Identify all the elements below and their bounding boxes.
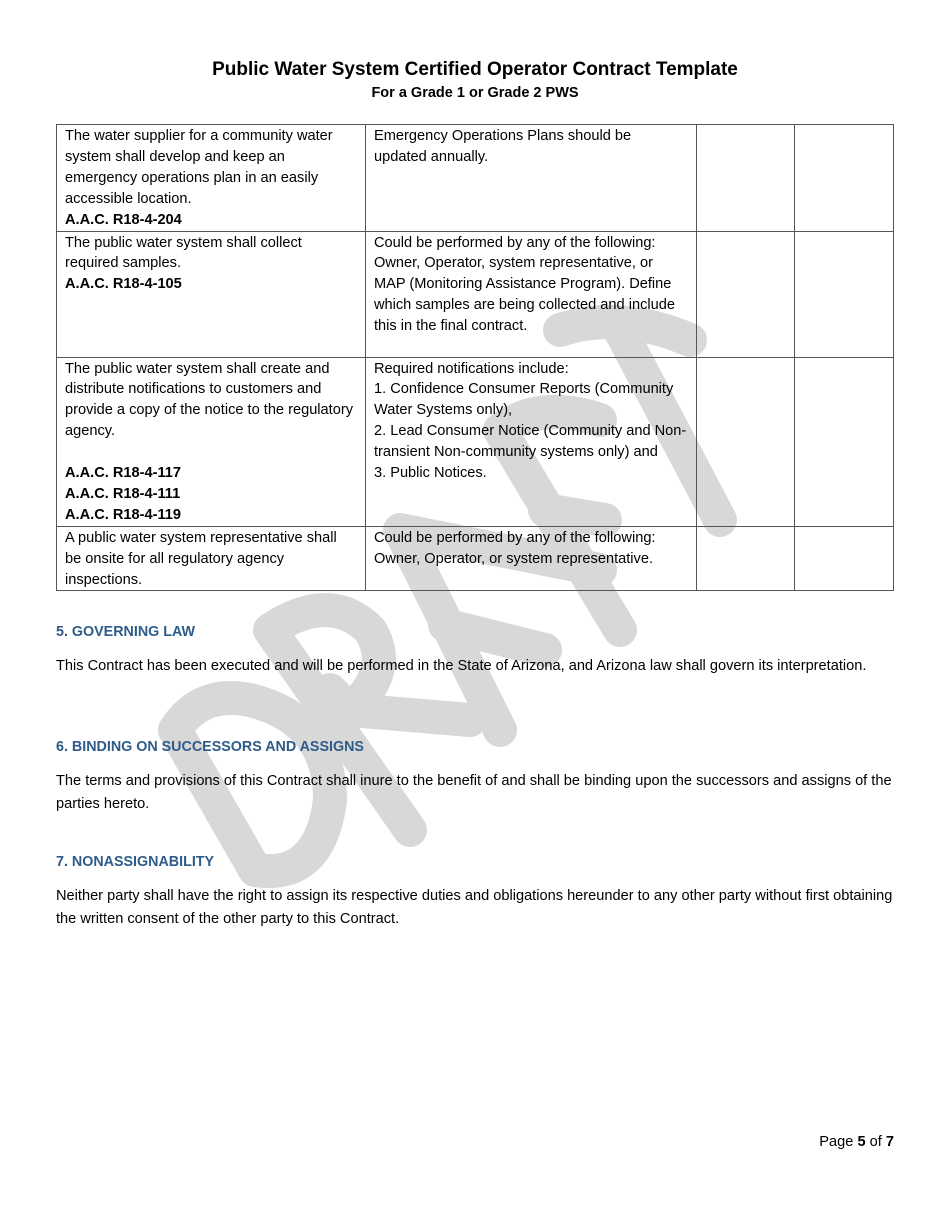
- blank-cell[interactable]: [696, 231, 795, 357]
- blank-cell[interactable]: [696, 125, 795, 232]
- requirements-table: [56, 124, 894, 591]
- requirement-cell: [57, 357, 366, 526]
- note-text: Could be performed by any of the following: Owner, Operator, system representative, or MAP (Monitoring Assistance Program). Define which samples are being collected and include this in the final contract.: [373, 234, 675, 335]
- blank-cell[interactable]: [795, 231, 894, 357]
- table-row: [57, 526, 894, 591]
- regulation-reference: A.A.C. R18-4-117: [65, 465, 181, 482]
- of-word: of: [869, 1134, 882, 1150]
- note-cell: [365, 125, 696, 232]
- note-cell: [365, 526, 696, 591]
- regulation-reference: A.A.C. R18-4-204: [65, 211, 182, 228]
- requirement-text: A public water system representative shall be onsite for all regulatory agency inspections.: [65, 529, 337, 588]
- page-subtitle: For a Grade 1 or Grade 2 PWS: [371, 85, 579, 101]
- page-title: Public Water System Certified Operator Contract Template: [212, 59, 738, 80]
- blank-cell[interactable]: [795, 357, 894, 526]
- blank-cell[interactable]: [696, 357, 795, 526]
- page-total: 7: [885, 1134, 894, 1150]
- requirement-text: The public water system shall create and distribute notifications to customers and provide a copy of the notice to the regulatory agency.: [65, 360, 353, 440]
- note-text: Could be performed by any of the following: Owner, Operator, or system representative.: [373, 529, 656, 567]
- page-number: [819, 1132, 894, 1152]
- regulation-reference: A.A.C. R18-4-119: [65, 506, 181, 523]
- regulation-reference: A.A.C. R18-4-111: [65, 485, 181, 502]
- section-heading-governing-law: 5. GOVERNING LAW: [56, 624, 196, 640]
- note-cell: [365, 231, 696, 357]
- requirement-cell: [57, 125, 366, 232]
- blank-cell[interactable]: [795, 526, 894, 591]
- note-text: Required notifications include:: [373, 360, 569, 377]
- table-row: [57, 231, 894, 357]
- page-word: Page: [819, 1134, 854, 1150]
- note-text: 1. Confidence Consumer Reports (Community Water Systems only),: [373, 381, 674, 419]
- note-text: 2. Lead Consumer Notice (Community and Non-transient Non-community systems only) and: [373, 423, 687, 461]
- section-body-governing-law: This Contract has been executed and will be performed in the State of Arizona, and Arizona law shall govern its interpretation.: [56, 658, 867, 674]
- note-cell: [365, 357, 696, 526]
- blank-cell[interactable]: [795, 125, 894, 232]
- section-body-nonassignability: Neither party shall have the right to assign its respective duties and obligations hereunder to any other party without first obtaining the written consent of the other party to this Contract.: [56, 888, 893, 927]
- table-row: [57, 125, 894, 232]
- regulation-reference: A.A.C. R18-4-105: [65, 276, 182, 293]
- note-text: 3. Public Notices.: [373, 465, 487, 482]
- requirement-cell: [57, 231, 366, 357]
- section-heading-nonassignability: 7. NONASSIGNABILITY: [56, 854, 215, 870]
- note-text: Emergency Operations Plans should be updated annually.: [373, 128, 632, 165]
- table-row: [57, 357, 894, 526]
- requirement-text: The water supplier for a community water system shall develop and keep an emergency operations plan in an easily accessible location.: [65, 128, 333, 207]
- section-body-binding: The terms and provisions of this Contract shall inure to the benefit of and shall be binding upon the successors and assigns of the parties hereto.: [56, 773, 892, 812]
- requirement-text: The public water system shall collect required samples.: [65, 234, 302, 272]
- page-current: 5: [857, 1134, 866, 1150]
- blank-cell[interactable]: [696, 526, 795, 591]
- section-heading-binding: 6. BINDING ON SUCCESSORS AND ASSIGNS: [56, 739, 364, 755]
- requirement-cell: [57, 526, 366, 591]
